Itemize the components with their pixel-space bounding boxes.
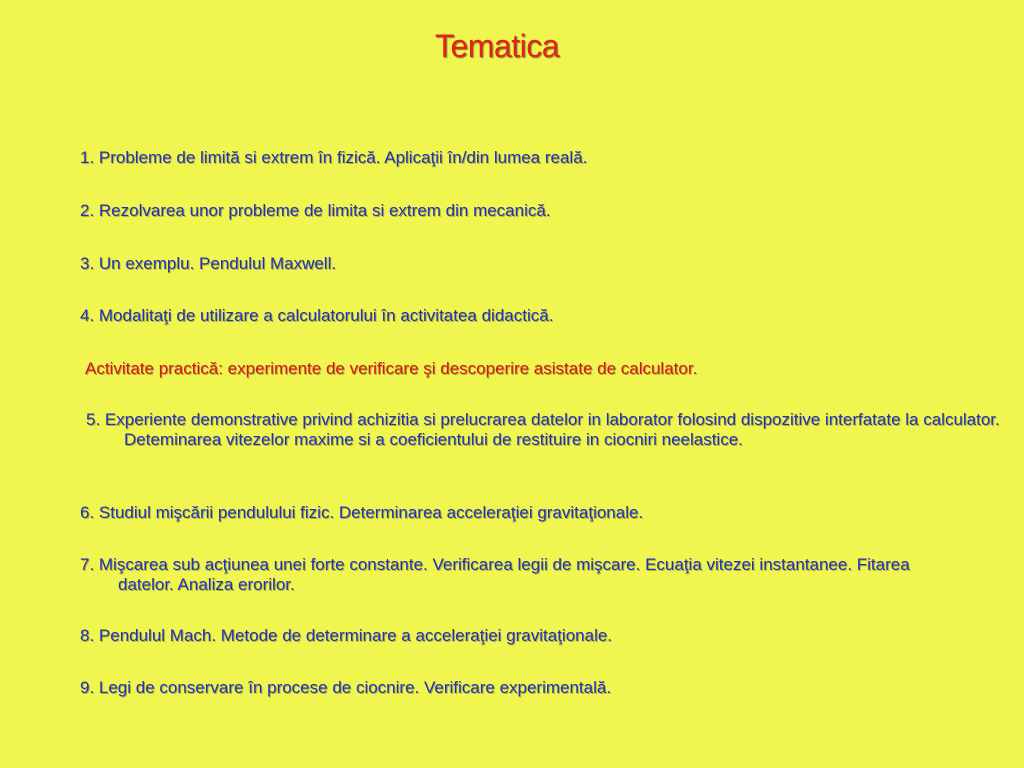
topic-item-7: 7. Mişcarea sub acţiunea unei forte constante. Verificarea legii de mişcare. Ecuaţia vitezei instantanee. Fitarea datelor. Analiza erorilor. <box>80 555 910 594</box>
topic-item-4: 4. Modalitaţi de utilizare a calculatorului în activitatea didactică. <box>80 306 554 325</box>
topic-item-1: 1. Probleme de limită si extrem în fizică. Aplicaţii în/din lumea reală. <box>80 148 588 167</box>
topic-item-2: 2. Rezolvarea unor probleme de limita si extrem din mecanică. <box>80 201 551 220</box>
topic-item-8: 8. Pendulul Mach. Metode de determinare a acceleraţiei gravitaţionale. <box>80 626 613 645</box>
slide-title: Tematica <box>434 28 560 64</box>
topic-item-5: 5. Experiente demonstrative privind achizitia si prelucrarea datelor in laborator folosind dispozitive interfatate la calculator. Deteminarea vitezelor maxime si a coeficientului de restituire in ciocniri neelastice. <box>86 410 1000 449</box>
topic-item-9: 9. Legi de conservare în procese de ciocnire. Verificare experimentală. <box>80 678 612 697</box>
topic-item-3: 3. Un exemplu. Pendulul Maxwell. <box>80 254 337 273</box>
practical-activity-heading: Activitate practică: experimente de verificare şi descoperire asistate de calculator. <box>85 359 698 378</box>
topic-item-6: 6. Studiul mişcării pendulului fizic. Determinarea acceleraţiei gravitaţionale. <box>80 503 644 522</box>
